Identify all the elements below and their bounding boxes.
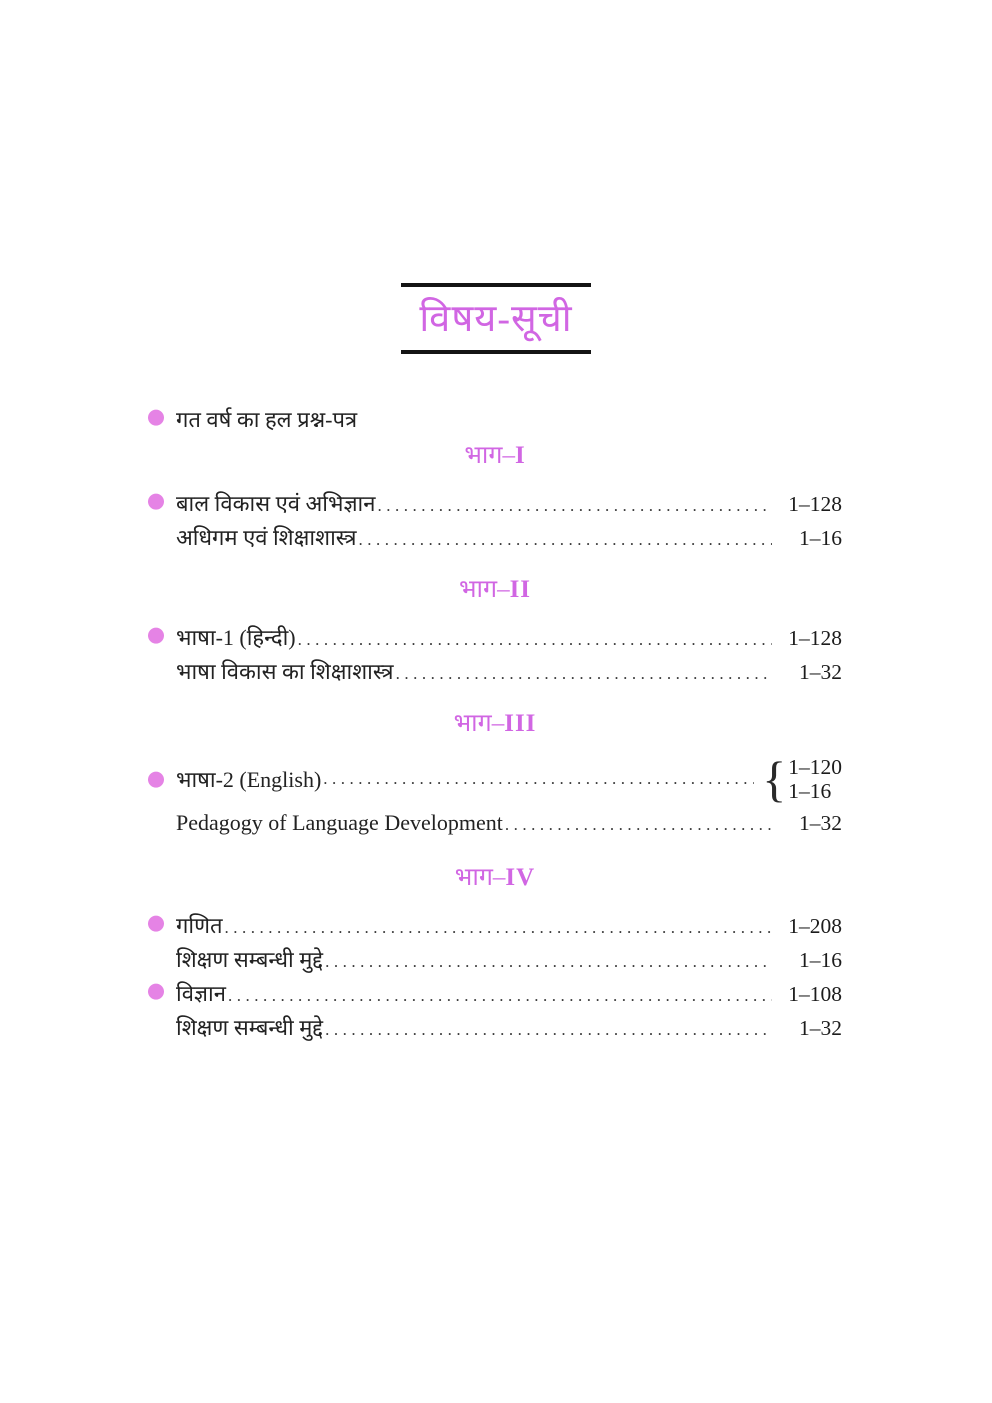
toc-row — [148, 1008, 842, 1042]
toc-row — [148, 974, 842, 1008]
dot-leader — [377, 496, 772, 516]
section-heading-numeral: II — [509, 576, 532, 603]
section-heading-prefix: भाग– — [458, 576, 510, 603]
brace-icon: { — [762, 750, 787, 807]
dot-leader — [505, 815, 772, 835]
toc-item-label: भाषा-1 (हिन्दी) — [176, 625, 296, 650]
toc-item-label: अधिगम एवं शिक्षाशास्त्र — [176, 525, 357, 550]
dot-leader — [298, 630, 772, 650]
bullet-icon — [148, 984, 164, 1000]
page-range: 1–16 — [799, 948, 842, 972]
dot-leader — [396, 664, 772, 684]
toc-row — [148, 940, 842, 974]
section-heading-numeral: III — [504, 710, 537, 737]
section-heading — [148, 440, 842, 472]
toc-row — [148, 806, 842, 840]
toc-item-label: बाल विकास एवं अभिज्ञान — [176, 491, 376, 516]
toc-row — [148, 618, 842, 652]
toc-item-label: Pedagogy of Language Development — [176, 810, 503, 835]
section-heading-numeral: I — [514, 442, 526, 469]
dot-leader — [225, 918, 772, 938]
bullet-icon — [148, 410, 164, 426]
toc-item-label: गत वर्ष का हल प्रश्न-पत्र — [176, 407, 358, 432]
page-range: 1–208 — [788, 914, 842, 938]
bullet-icon — [148, 494, 164, 510]
toc-item-label: भाषा-2 (English) — [176, 767, 322, 792]
page-range: 1–16 — [788, 779, 832, 803]
toc-item-label: विज्ञान — [176, 981, 226, 1006]
toc-item-label: भाषा विकास का शिक्षाशास्त्र — [176, 659, 394, 684]
toc-item-label: शिक्षण सम्बन्धी मुद्दे — [176, 1015, 324, 1040]
bullet-icon — [148, 916, 164, 932]
toc-row — [148, 652, 842, 686]
toc-row — [148, 752, 842, 806]
dot-leader — [323, 769, 754, 789]
page-range-group — [762, 750, 842, 807]
toc-row — [148, 518, 842, 552]
page-range: 1–16 — [799, 526, 842, 550]
dot-leader — [228, 986, 772, 1006]
page-range: 1–32 — [799, 660, 842, 684]
toc-list — [148, 400, 842, 1042]
section-heading — [148, 862, 842, 894]
toc-row — [148, 484, 842, 518]
section-heading — [148, 708, 842, 740]
bullet-icon — [148, 628, 164, 644]
toc-item-label: गणित — [176, 913, 223, 938]
page-range-stack — [788, 755, 842, 803]
page-range: 1–120 — [788, 755, 842, 779]
page-range: 1–128 — [788, 626, 842, 650]
toc-row — [148, 400, 842, 434]
dot-leader — [325, 1020, 772, 1040]
section-heading-prefix: भाग– — [453, 710, 505, 737]
page-title-box — [401, 283, 590, 354]
dot-leader — [325, 952, 772, 972]
page-range: 1–32 — [799, 811, 842, 835]
title-section — [0, 0, 992, 354]
page-range: 1–108 — [788, 982, 842, 1006]
section-heading-prefix: भाग– — [464, 442, 515, 469]
bullet-icon — [148, 772, 164, 788]
page-range: 1–32 — [799, 1016, 842, 1040]
toc-row — [148, 906, 842, 940]
dot-leader — [358, 530, 772, 550]
section-heading-prefix: भाग– — [454, 864, 506, 891]
page-range: 1–128 — [788, 492, 842, 516]
section-heading-numeral: IV — [505, 864, 536, 891]
toc-item-label: शिक्षण सम्बन्धी मुद्दे — [176, 947, 324, 972]
page-title: विषय-सूची — [419, 298, 573, 340]
section-heading — [148, 574, 842, 606]
